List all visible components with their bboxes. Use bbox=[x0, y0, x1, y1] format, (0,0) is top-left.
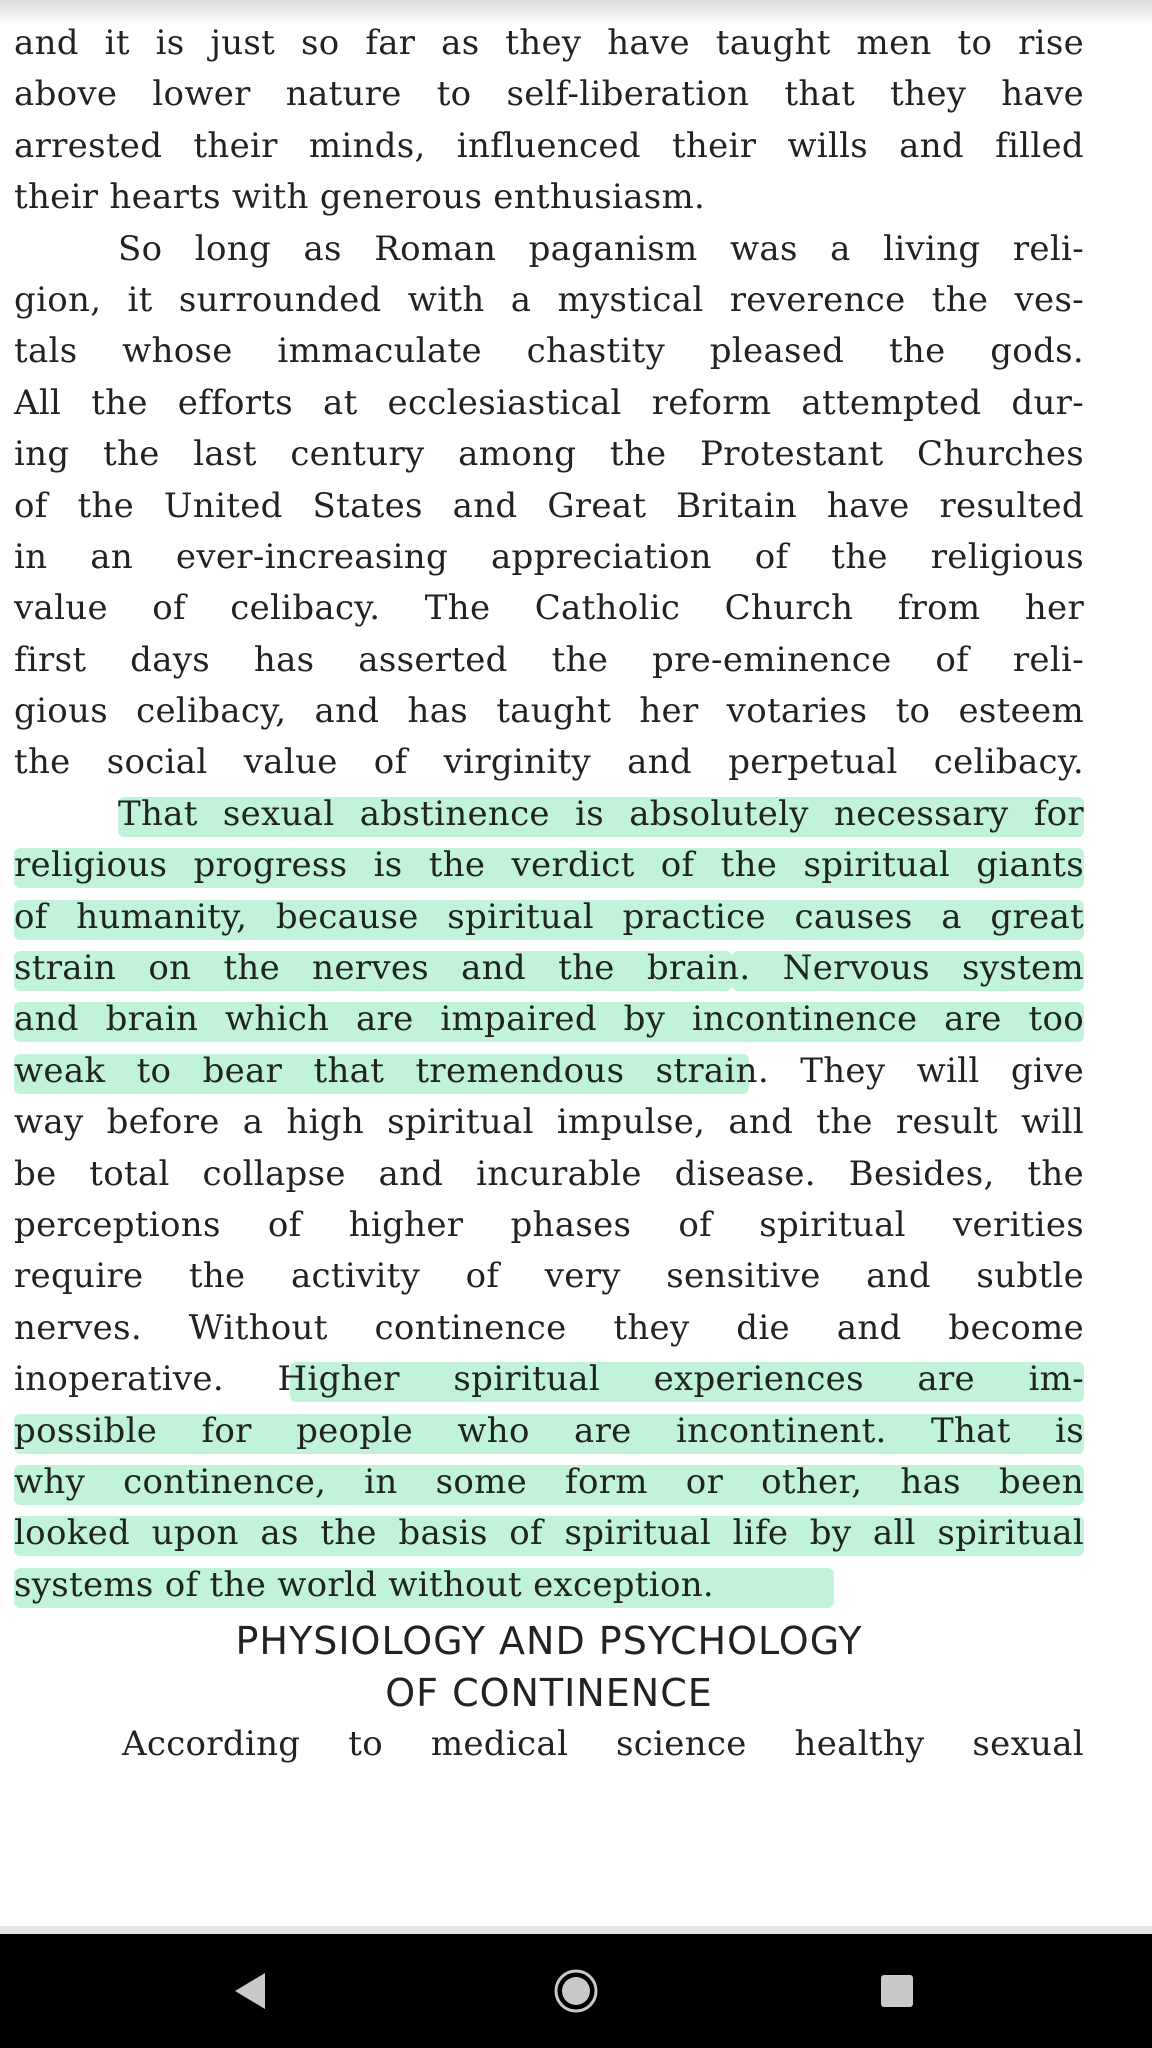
text-line-content: systems of the world without exception. bbox=[14, 1564, 715, 1605]
text-line-content: tals whose immaculate chastity pleased the gods. bbox=[14, 331, 1084, 372]
text-line bbox=[14, 481, 1084, 532]
text-line-content: in an ever-increasing appreciation of the religious bbox=[14, 536, 1084, 577]
text-line-content: first days has asserted the pre-eminence of reli- bbox=[14, 639, 1084, 680]
text-line-content: be total collapse and incurable disease. Besides, the bbox=[14, 1153, 1084, 1194]
text-line-content: value of celibacy. The Catholic Church from her bbox=[14, 588, 1084, 629]
text-line bbox=[14, 172, 1084, 223]
text-line-content: So long as Roman paganism was a living reli- bbox=[118, 228, 1084, 269]
text-line bbox=[14, 532, 1084, 583]
text-line bbox=[14, 224, 1084, 275]
text-line bbox=[14, 378, 1084, 429]
document-page[interactable] bbox=[14, 18, 1084, 1771]
text-line bbox=[14, 1200, 1084, 1251]
text-line bbox=[14, 789, 1084, 840]
home-circle-icon bbox=[552, 1967, 600, 2015]
text-line-content: possible for people who are incontinent. That is bbox=[14, 1410, 1084, 1451]
text-line bbox=[14, 1508, 1084, 1559]
text-line-content: arrested their minds, influenced their wills and filled bbox=[14, 125, 1084, 166]
page-footer-divider bbox=[0, 1926, 1152, 1934]
text-line-content: According to medical science healthy sexual bbox=[122, 1724, 1084, 1765]
text-line bbox=[14, 1457, 1084, 1508]
text-line-content: strain on the nerves and the brain. Nervous system bbox=[14, 948, 1084, 989]
text-line-content: the social value of virginity and perpetual celibacy. bbox=[14, 742, 1084, 783]
text-line bbox=[14, 1149, 1084, 1200]
text-line bbox=[14, 1046, 1084, 1097]
text-line-content: of the United States and Great Britain have resulted bbox=[14, 485, 1084, 526]
text-line-content: require the activity of very sensitive and subtle bbox=[14, 1256, 1084, 1297]
section-heading-line-2: OF CONTINENCE bbox=[385, 1671, 713, 1716]
text-line bbox=[14, 892, 1084, 943]
text-line bbox=[14, 69, 1084, 120]
text-line-content: gion, it surrounded with a mystical reverence the ves- bbox=[14, 279, 1084, 320]
back-triangle-icon bbox=[229, 1969, 273, 2013]
text-line bbox=[14, 1303, 1084, 1354]
text-line bbox=[14, 994, 1084, 1045]
text-line-content: their hearts with generous enthusiasm. bbox=[14, 177, 706, 218]
text-line-content: gious celibacy, and has taught her votaries to esteem bbox=[14, 691, 1084, 732]
text-line bbox=[14, 326, 1084, 377]
text-line-content: All the efforts at ecclesiastical reform attempted dur- bbox=[14, 382, 1084, 423]
text-line bbox=[14, 1719, 1084, 1770]
text-line bbox=[14, 737, 1084, 788]
home-button[interactable] bbox=[541, 1956, 611, 2026]
text-line-content: above lower nature to self-liberation that they have bbox=[14, 74, 1084, 115]
text-line-content: nerves. Without continence they die and become bbox=[14, 1307, 1084, 1348]
text-line-content: religious progress is the verdict of the spiritual giants bbox=[14, 845, 1084, 886]
text-line bbox=[14, 943, 1084, 994]
text-line-content: looked upon as the basis of spiritual life by all spiritual bbox=[14, 1513, 1084, 1554]
text-line-content: and brain which are impaired by incontinence are too bbox=[14, 999, 1084, 1040]
section-heading-line-1: PHYSIOLOGY AND PSYCHOLOGY bbox=[235, 1619, 863, 1664]
text-line-content: why continence, in some form or other, has been bbox=[14, 1461, 1084, 1502]
text-line-content: of humanity, because spiritual practice causes a great bbox=[14, 896, 1084, 937]
text-line-content: and it is just so far as they have taught men to rise bbox=[14, 23, 1084, 63]
text-line bbox=[14, 429, 1084, 480]
text-line bbox=[14, 1251, 1084, 1302]
text-line bbox=[14, 121, 1084, 172]
text-line bbox=[14, 686, 1084, 737]
text-line-content: That sexual abstinence is absolutely necessary for bbox=[118, 793, 1084, 834]
text-line-content: perceptions of higher phases of spiritual verities bbox=[14, 1204, 1084, 1245]
text-line bbox=[14, 635, 1084, 686]
navigation-bar bbox=[0, 1934, 1152, 2048]
text-line bbox=[14, 583, 1084, 634]
recents-button[interactable] bbox=[862, 1956, 932, 2026]
text-line bbox=[14, 1354, 1084, 1405]
text-line-content: ing the last century among the Protestant Churches bbox=[14, 434, 1084, 475]
text-line-content: weak to bear that tremendous strain. They will give bbox=[14, 1050, 1084, 1091]
text-line bbox=[14, 1097, 1084, 1148]
text-line bbox=[14, 840, 1084, 891]
recents-square-icon bbox=[877, 1971, 917, 2011]
text-line bbox=[14, 275, 1084, 326]
text-line-content: inoperative. Higher spiritual experiences are im- bbox=[14, 1359, 1084, 1400]
text-line-content: way before a high spiritual impulse, and the result will bbox=[14, 1102, 1084, 1143]
text-line bbox=[14, 1560, 1084, 1611]
text-line bbox=[14, 18, 1084, 69]
back-button[interactable] bbox=[216, 1956, 286, 2026]
text-line bbox=[14, 1406, 1084, 1457]
